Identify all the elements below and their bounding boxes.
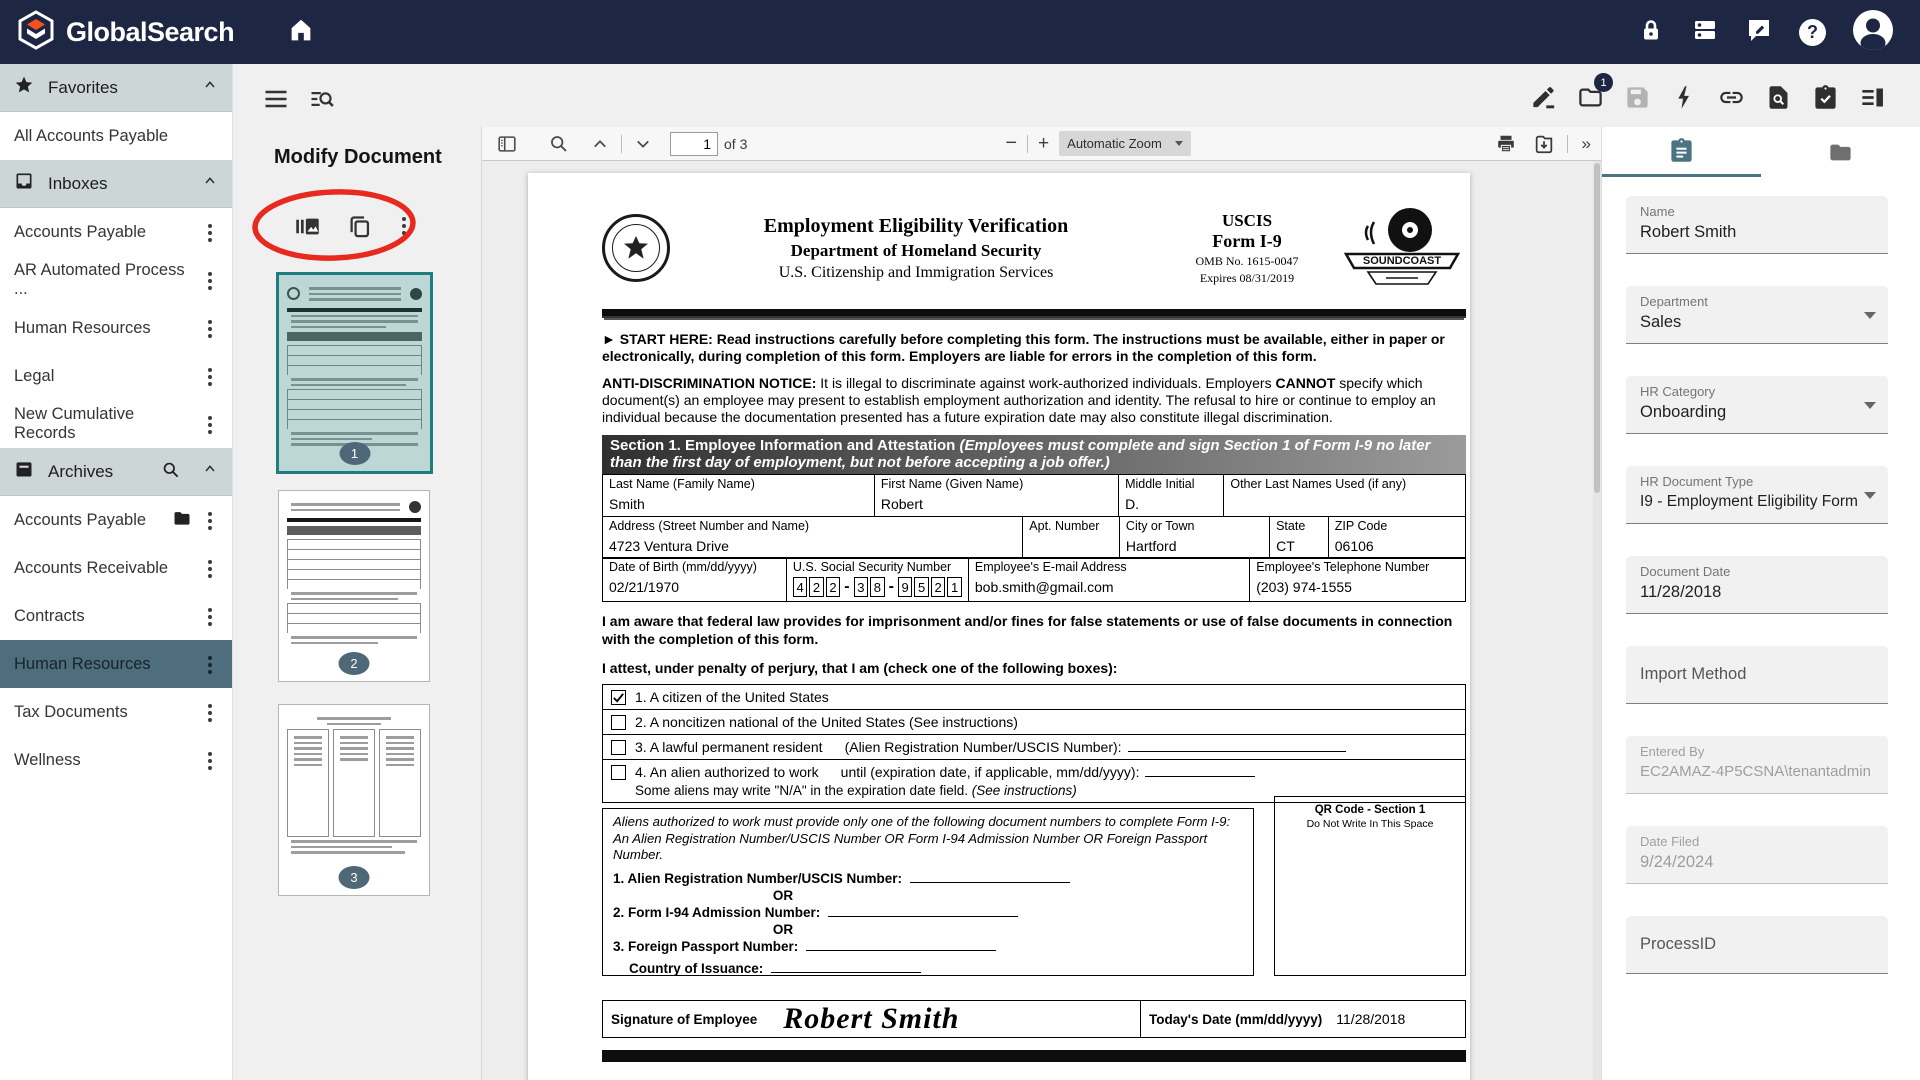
index-fields-panel: [1601, 127, 1920, 1080]
kebab-menu-icon[interactable]: [198, 700, 222, 724]
tab-folders[interactable]: [1761, 127, 1920, 177]
sidebar-item-all-accounts-payable[interactable]: All Accounts Payable: [14, 126, 169, 145]
checkbox-noncitizen-national: 2. A noncitizen national of the United States (See instructions): [602, 710, 1466, 735]
page-number-badge: 2: [339, 652, 370, 675]
zoom-out-icon[interactable]: −: [1005, 132, 1018, 154]
name-fields-row: Last Name (Family Name) Smith First Name (Given Name) Robert Middle Initial D. Other Last Names Used (if any): [602, 474, 1466, 517]
field-list: [1602, 177, 1920, 974]
attest-paragraph: I attest, under penalty of perjury, that I am (check one of the following boxes):: [602, 659, 1118, 676]
checkbox-citizen: 1. A citizen of the United States: [602, 684, 1466, 710]
download-icon[interactable]: [1533, 133, 1555, 155]
kebab-menu-icon[interactable]: [198, 748, 222, 772]
thumbnail-page-3[interactable]: [278, 704, 430, 896]
thumbnail-page-2[interactable]: [278, 490, 430, 682]
empty-checkbox-icon: [611, 765, 626, 780]
soundcoast-logo: [1338, 202, 1466, 294]
field-import-method[interactable]: Import Method: [1626, 646, 1888, 704]
chevron-down-icon: [1864, 492, 1876, 499]
section-label: Inboxes: [48, 173, 108, 193]
search-icon[interactable]: [161, 460, 180, 484]
section-label: Favorites: [48, 77, 118, 97]
kebab-menu-icon[interactable]: [198, 556, 222, 580]
form-title: Employment Eligibility Verification: [763, 214, 1069, 237]
chevron-down-icon: [1864, 312, 1876, 319]
sidebar-item-archive-accounts-receivable[interactable]: Accounts Receivable: [0, 544, 232, 592]
panel-tabs: [1602, 127, 1920, 177]
dns-servers-icon[interactable]: [1691, 16, 1719, 49]
kebab-menu-icon[interactable]: [198, 508, 222, 532]
field-name[interactable]: Name Robert Smith: [1626, 196, 1888, 254]
empty-checkbox-icon: [611, 740, 626, 755]
toggle-sidebar-icon[interactable]: [496, 133, 518, 155]
workflow-bolt-icon[interactable]: [1671, 84, 1698, 116]
thumbnail-page-1[interactable]: [276, 272, 433, 474]
section-label: Archives: [48, 461, 114, 481]
star-icon: [14, 75, 34, 100]
field-document-date[interactable]: Document Date 11/28/2018: [1626, 556, 1888, 614]
document-action-toolbar: [1530, 76, 1886, 116]
address-fields-row: Address (Street Number and Name) 4723 Ventura Drive Apt. Number City or Town Hartford State CT ZIP Code 06106: [602, 516, 1466, 559]
brand: [16, 10, 234, 55]
zoom-in-icon[interactable]: +: [1038, 132, 1050, 154]
annotate-pencil-icon[interactable]: [1530, 84, 1557, 116]
empty-checkbox-icon: [611, 715, 626, 730]
find-in-document-icon[interactable]: [548, 133, 569, 154]
brand-name: GlobalSearch: [66, 16, 235, 47]
zoom-level-select[interactable]: Automatic Zoom: [1059, 131, 1191, 156]
feedback-icon[interactable]: [1745, 16, 1773, 49]
next-page-icon[interactable]: [634, 135, 652, 153]
inbox-icon: [14, 171, 34, 196]
chevron-up-icon: [202, 461, 218, 482]
user-avatar[interactable]: [1852, 9, 1894, 56]
qr-code-box: QR Code - Section 1 Do Not Write In This Space: [1274, 796, 1466, 976]
tab-index-data[interactable]: [1602, 127, 1761, 177]
home-icon[interactable]: [286, 15, 316, 50]
start-here-paragraph: ► START HERE: Read instructions carefully before completing this form. The instructions must be available, either in paper or electronically, during completion of this form. Employers are liable for errors in the completion of this form.: [602, 331, 1445, 365]
field-department[interactable]: Department Sales: [1626, 286, 1888, 344]
sidebar-section-archives[interactable]: [0, 448, 232, 496]
help-icon[interactable]: ?: [1799, 19, 1826, 46]
page-number-badge: 3: [339, 866, 370, 889]
sidebar-item-archive-tax-documents[interactable]: Tax Documents: [0, 688, 232, 736]
document-search-icon[interactable]: [308, 85, 336, 118]
chevron-up-icon: [202, 173, 218, 194]
chevron-up-icon: [202, 77, 218, 98]
kebab-menu-icon[interactable]: [198, 412, 222, 436]
svg-text:SOUNDCOAST: SOUNDCOAST: [1362, 255, 1442, 267]
panel-title: Modify Document: [274, 146, 442, 168]
sidebar-section-favorites[interactable]: [0, 64, 232, 112]
lock-icon[interactable]: [1637, 16, 1665, 49]
save-icon: [1624, 84, 1651, 116]
sidebar-item-inbox-new-cumulative-records[interactable]: New Cumulative Records: [0, 400, 232, 448]
checkbox-alien-authorized: 4. An alien authorized to work until (expiration date, if applicable, mm/dd/yyyy): Some aliens may write "N/A" in the expiration date field. (See instructions): [602, 760, 1466, 803]
page-count-label: of 3: [724, 135, 748, 152]
globalsearch-logo-icon: [16, 10, 56, 55]
detail-view-icon[interactable]: [1859, 84, 1886, 116]
dob-ssn-row: Date of Birth (mm/dd/yyyy) 02/21/1970 U.S. Social Security Number 4 2 2 - 3 8 - 9 5 2 1 Employee's E-mail Address bob.smith@gmail.com Employee's Telephone Number (203) 974-1555: [602, 557, 1466, 602]
left-sidebar: [0, 64, 233, 1080]
pdf-toolbar: [482, 127, 1601, 161]
file-search-icon[interactable]: [1765, 84, 1792, 116]
field-hr-document-type[interactable]: HR Document Type I9 - Employment Eligibility Form: [1626, 466, 1888, 524]
sidebar-item-inbox-legal[interactable]: Legal: [0, 352, 232, 400]
burst-pages-icon[interactable]: [294, 213, 321, 245]
aware-paragraph: I am aware that federal law provides for imprisonment and/or fines for false statements or use of false documents in connection with the completion of this form.: [602, 613, 1453, 647]
top-nav-bar: [0, 0, 1920, 64]
kebab-menu-icon[interactable]: [198, 220, 222, 244]
sidebar-item-inbox-accounts-payable[interactable]: Accounts Payable: [0, 208, 232, 256]
previous-page-icon[interactable]: [591, 135, 609, 153]
field-date-filed: Date Filed 9/24/2024: [1626, 826, 1888, 884]
kebab-menu-icon[interactable]: [198, 652, 222, 676]
tasks-clipboard-icon[interactable]: [1812, 84, 1839, 116]
versions-folder-icon[interactable]: [1577, 76, 1607, 116]
document-viewer: [481, 127, 1601, 1080]
header-divider: [602, 309, 1466, 318]
ssn-boxes: 4 2 2 - 3 8 - 9 5 2 1: [793, 577, 962, 597]
folder-badge-count: 1: [1594, 73, 1613, 92]
anti-discrimination-paragraph: ANTI-DISCRIMINATION NOTICE: It is illegal to discriminate against work-authorized individuals. Employers CANNOT specify which document(s) an employee may present to establish employment authorization and identity. The refusal to hire or continue to employ an individual because the documentation presented has a future expiration date may also constitute illegal discrimination.: [602, 374, 1436, 426]
kebab-menu-icon[interactable]: [198, 604, 222, 628]
menu-icon[interactable]: [262, 85, 290, 118]
sidebar-item-archive-accounts-payable[interactable]: Accounts Payable: [0, 496, 232, 544]
employee-signature: Robert Smith: [783, 1002, 960, 1036]
sidebar-item-archive-contracts[interactable]: Contracts: [0, 592, 232, 640]
section-1-header: Section 1. Employee Information and Attestation (Employees must complete and sign Section 1 of Form I-9 no later than the first day of employment, but not before accepting a job offer.): [602, 435, 1466, 474]
kebab-menu-icon[interactable]: [198, 316, 222, 340]
dhs-seal: [602, 214, 670, 282]
toolbar-more-icon[interactable]: »: [1581, 133, 1591, 153]
document-page: Employment Eligibility Verification Department of Homeland Security U.S. Citizenship and Immigration Services USCIS Form I-9 OMB No. 1615-0047 Expires 08/31/2019 SOUNDCOAST ► START HERE: Read instructions carefully before completing this form. The instructions must be available, either in paper or electronically, during completion of this form. Employers are liable for errors in the completion of this form. ANTI-DISCRIMINATION NOTICE: It is illegal to discriminate against work-authorized individuals. Employers CANNOT specify which document(s) an employee may present to establish employment authorization and identity. The refusal to hire or continue to employ an individual because the documentation presented has a future expiration date may also constitute illegal discrimination. Section 1. Employee Information and Attestation (Employees must complete and sign Section 1 of Form I-9 no later than the first day of employment, but not before accepting a job offer.) Last Name (Family Name) Smith First Name (Given Name) Robert Middle Initial D. Other Last Names Used (if any) Address (Street Number and Name) 4723 Ventura Drive Apt. Number City or Town Hartford State CT ZIP Code 06106 Date of Birth (mm/dd/yyyy) 02/21/1970 U.S. Social Security Number 4 2 2 - 3 8 - 9 5 2 1 Employee's E-mail Address bob.smith@gmail.com Employee's Telephone Number (203) 974-1555 I am aware that federal law provides for imprisonment and/or fines for false statements or use of false documents in connection with the completion of this form. I attest, under penalty of perjury, that I am (check one of the following boxes): 1. A citizen of the United States 2. A noncitizen national of the United States (See instructions) 3. A lawful permanent resident (Alien Registration Number/USCIS Number): 4. An alien authorized to work until (expiration date, if applicable, mm/dd/yyyy): Some aliens may write "N/A" in the expiration date field. (See instructions) Aliens authorized to work must provide only one of the following document numbers to complete Form I-9: An Alien Registration Number/USCIS Number OR Form I-94 Admission Number OR Foreign Passport Number. 1. Alien Registration Number/USCIS Number: OR 2. Form I-94 Admission Number: OR 3. Foreign Passport Number: Country of Issuance: QR Code - Section 1 Do Not Write In This Space Signature of Employee Robert Smith Today's Date (mm/dd/yyyy) 11/28/2018: [528, 173, 1470, 1080]
copy-pages-icon[interactable]: [346, 213, 373, 245]
checked-checkbox-icon: [611, 690, 626, 705]
alien-documents-section: Aliens authorized to work must provide only one of the following document numbers to complete Form I-9: An Alien Registration Number/USCIS Number OR Form I-94 Admission Number OR Foreign Passport Number. 1. Alien Registration Number/USCIS Number: OR 2. Form I-94 Admission Number: OR 3. Foreign Passport Number: Country of Issuance: QR Code - Section 1 Do Not Write In This Space: [602, 808, 1466, 986]
field-process-id[interactable]: ProcessID: [1626, 916, 1888, 974]
field-hr-category[interactable]: HR Category Onboarding: [1626, 376, 1888, 434]
field-entered-by: Entered By EC2AMAZ-4P5CSNA\tenantadmin: [1626, 736, 1888, 794]
next-section-bar: [602, 1050, 1466, 1062]
kebab-menu-icon[interactable]: [198, 364, 222, 388]
viewer-scrollbar[interactable]: [1593, 161, 1601, 1080]
folder-icon: [172, 508, 192, 533]
signature-row: Signature of Employee Robert Smith Today's Date (mm/dd/yyyy) 11/28/2018: [602, 1000, 1466, 1038]
kebab-menu-icon[interactable]: [198, 268, 222, 292]
chevron-down-icon: [1175, 141, 1183, 146]
archive-icon: [14, 459, 34, 484]
sidebar-section-inboxes[interactable]: [0, 160, 232, 208]
checkbox-permanent-resident: 3. A lawful permanent resident (Alien Registration Number/USCIS Number):: [602, 735, 1466, 760]
page-number-input[interactable]: [670, 132, 718, 156]
sidebar-item-inbox-human-resources[interactable]: Human Resources: [0, 304, 232, 352]
link-icon[interactable]: [1718, 84, 1745, 116]
chevron-down-icon: [1864, 402, 1876, 409]
sidebar-item-archive-human-resources[interactable]: Human Resources: [0, 640, 232, 688]
print-icon[interactable]: [1495, 133, 1517, 155]
sidebar-item-archive-wellness[interactable]: Wellness: [0, 736, 232, 784]
page-number-badge: 1: [339, 442, 370, 465]
sidebar-item-inbox-ar-automated-process[interactable]: AR Automated Process ...: [0, 256, 232, 304]
